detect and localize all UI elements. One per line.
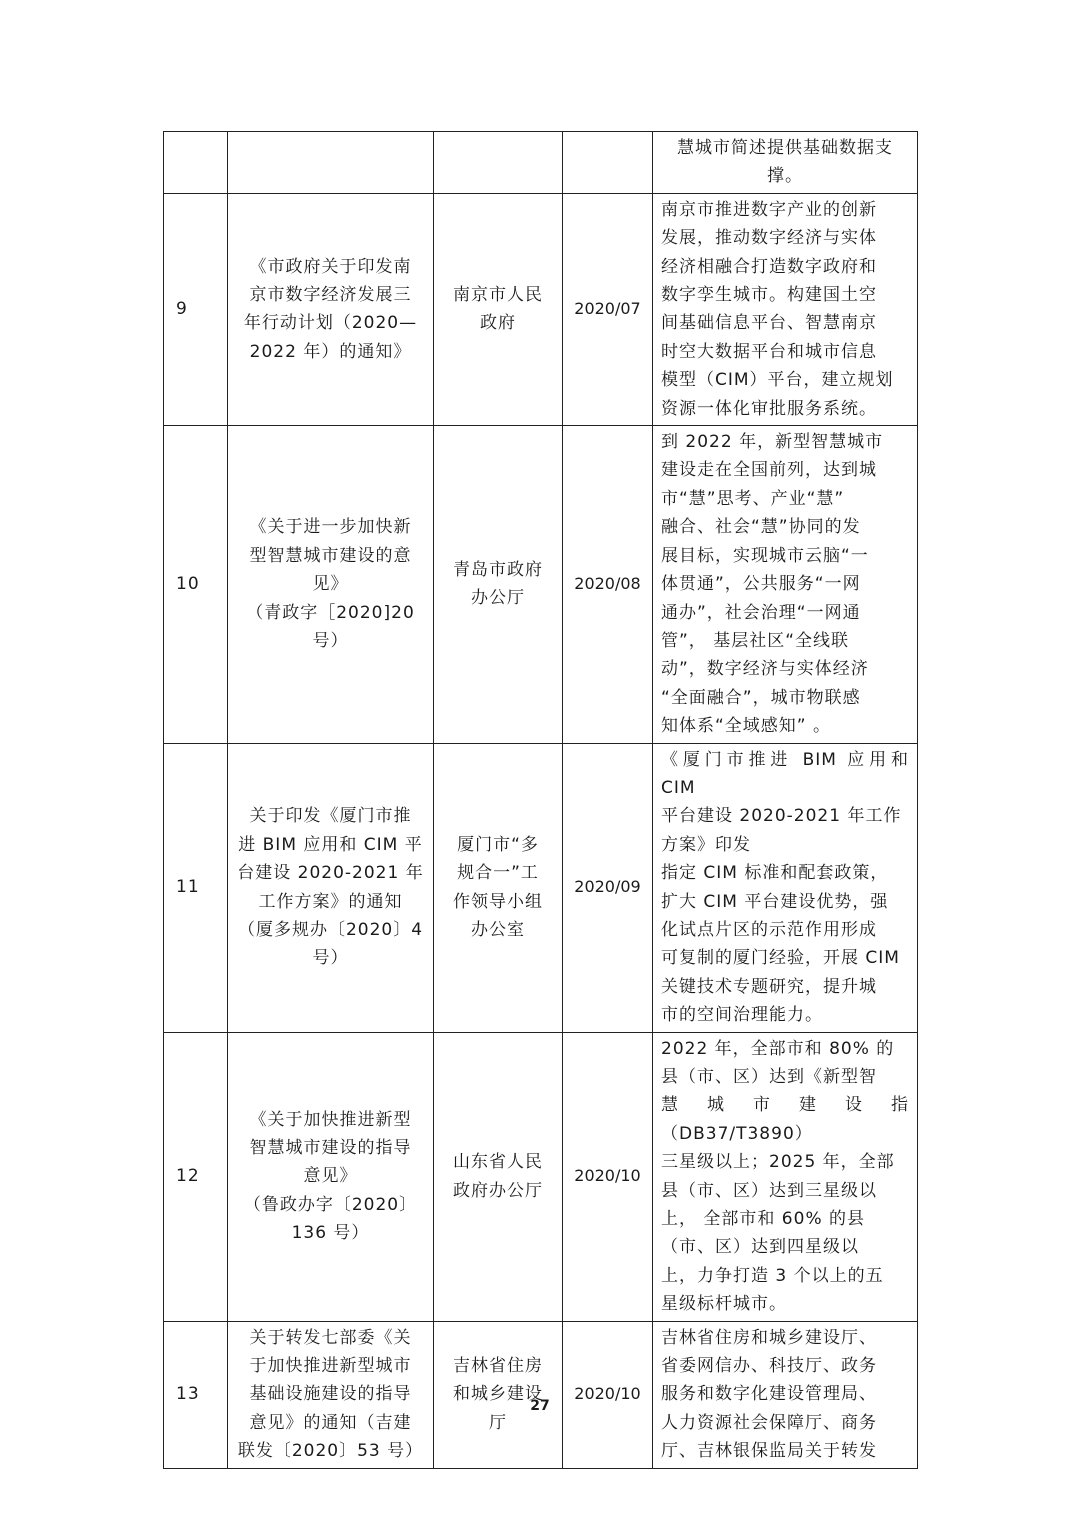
issue-date: 2020/09 <box>563 743 653 1032</box>
issue-date: 2020/10 <box>563 1321 653 1468</box>
table-row <box>164 1321 918 1468</box>
issue-date <box>563 132 653 194</box>
table-row <box>164 426 918 743</box>
policy-summary: 到 2022 年，新型智慧城市 建设走在全国前列，达到城 市“慧”思考、产业“慧” 融合、社会“慧”协同的发 展目标，实现城市云脑“一 体贯通”，公共服务“一网 通办”，社会治理“一网通 管”， 基层社区“全线联 动”，数字经济与实体经济 “全面融合”，城市物联感 知体系“全域感知” 。 <box>653 426 918 743</box>
table-row <box>164 132 918 194</box>
row-number: 12 <box>164 1032 228 1321</box>
policy-title <box>228 132 434 194</box>
policy-title: 《市政府关于印发南 京市数字经济发展三 年行动计划（2020— 2022 年）的通知》 <box>228 193 434 425</box>
issuer: 南京市人民 政府 <box>434 193 563 425</box>
row-number: 13 <box>164 1321 228 1468</box>
table-row <box>164 193 918 425</box>
table-row <box>164 743 918 1032</box>
row-number: 10 <box>164 426 228 743</box>
policy-title: 《关于加快推进新型 智慧城市建设的指导 意见》 （鲁政办字〔2020〕 136 号） <box>228 1032 434 1321</box>
row-number: 9 <box>164 193 228 425</box>
table-row <box>164 1032 918 1321</box>
issuer: 山东省人民 政府办公厅 <box>434 1032 563 1321</box>
issue-date: 2020/08 <box>563 426 653 743</box>
issuer <box>434 132 563 194</box>
row-number: 11 <box>164 743 228 1032</box>
issue-date: 2020/07 <box>563 193 653 425</box>
issue-date: 2020/10 <box>563 1032 653 1321</box>
issuer: 吉林省住房 和城乡建设 厅 <box>434 1321 563 1468</box>
row-number <box>164 132 228 194</box>
issuer: 厦门市“多 规合一”工 作领导小组 办公室 <box>434 743 563 1032</box>
policy-summary: 吉林省住房和城乡建设厅、 省委网信办、科技厅、政务 服务和数字化建设管理局、 人力资源社会保障厅、商务 厅、吉林银保监局关于转发 <box>653 1321 918 1468</box>
policy-title: 《关于进一步加快新 型智慧城市建设的意 见》 （青政字［2020]20 号） <box>228 426 434 743</box>
policy-title: 关于转发七部委《关 于加快推进新型城市 基础设施建设的指导 意见》的通知（吉建 联发〔2020〕53 号） <box>228 1321 434 1468</box>
policy-summary: 慧城市简述提供基础数据支 撑。 <box>653 132 918 194</box>
policy-table <box>163 131 918 1469</box>
issuer: 青岛市政府 办公厅 <box>434 426 563 743</box>
page-number: 27 <box>530 1398 550 1414</box>
policy-title: 关于印发《厦门市推 进 BIM 应用和 CIM 平 台建设 2020-2021 年 工作方案》的通知 （厦多规办〔2020〕4 号） <box>228 743 434 1032</box>
policy-summary: 南京市推进数字产业的创新 发展，推动数字经济与实体 经济相融合打造数字政府和 数字孪生城市。构建国土空 间基础信息平台、智慧南京 时空大数据平台和城市信息 模型（CIM）平台，建立规划 资源一体化审批服务系统。 <box>653 193 918 425</box>
policy-summary: 《厦门市推进 BIM 应用和 CIM 平台建设 2020-2021 年工作 方案》印发 指定 CIM 标准和配套政策， 扩大 CIM 平台建设优势，强 化试点片区的示范作用形成 可复制的厦门经验，开展 CIM 关键技术专题研究，提升城 市的空间治理能力。 <box>653 743 918 1032</box>
policy-summary: 2022 年，全部市和 80% 的 县（市、区）达到《新型智 慧城市建设指（DB37/T3890） 三星级以上；2025 年，全部 县（市、区）达到三星级以 上， 全部市和 60% 的县 （市、区）达到四星级以 上，力争打造 3 个以上的五 星级标杆城市。 <box>653 1032 918 1321</box>
